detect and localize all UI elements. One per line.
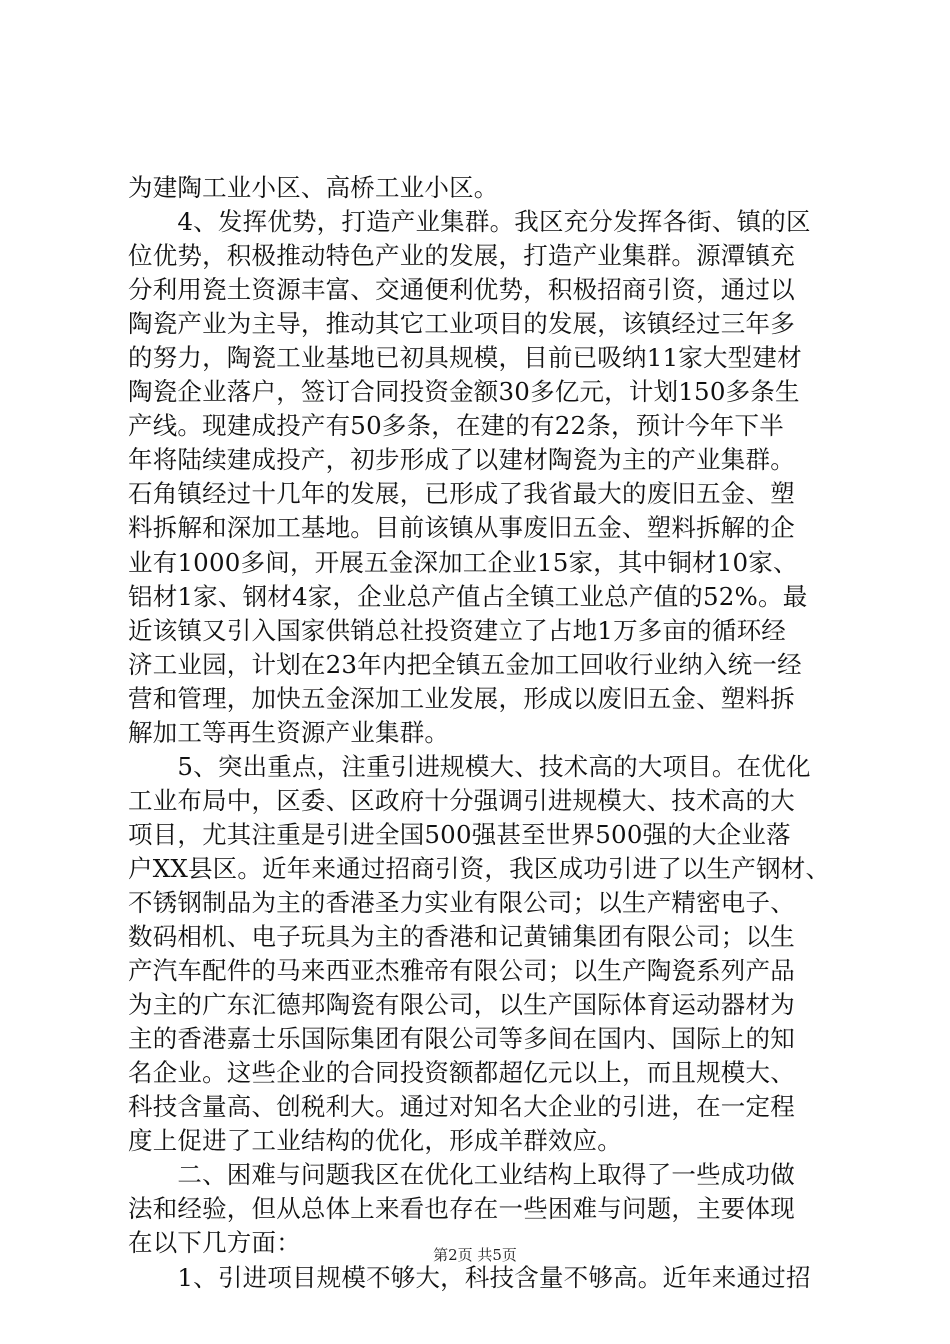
text-line: 为建陶工业小区、高桥工业小区。 (128, 173, 499, 202)
text-line: 名企业。这些企业的合同投资额都超亿元以上，而且规模大、 (128, 1058, 795, 1088)
text-line: 4、发挥优势，打造产业集群。我区充分发挥各街、镇的区 (128, 207, 811, 237)
text-line: 近该镇又引入国家供销总社投资建立了占地1万多亩的循环经 (128, 615, 786, 645)
text-line: 的努力，陶瓷工业基地已初具规模，目前已吸纳11家大型建材 (128, 343, 802, 373)
text-line: 二、困难与问题我区在优化工业结构上取得了一些成功做 (128, 1160, 795, 1190)
text-line: 户XX县区。近年来通过招商引资，我区成功引进了以生产钢材、 (128, 853, 831, 883)
text-line: 工业布局中，区委、区政府十分强调引进规模大、技术高的大 (128, 785, 795, 815)
text-line: 料拆解和深加工基地。目前该镇从事废旧五金、塑料拆解的企 (128, 513, 795, 543)
text-line: 不锈钢制品为主的香港圣力实业有限公司；以生产精密电子、 (128, 887, 795, 917)
text-line: 铝材1家、钢材4家，企业总产值占全镇工业总产值的52%。最 (128, 581, 808, 611)
text-line: 业有1000多间，开展五金深加工企业15家，其中铜材10家、 (128, 547, 798, 577)
text-line: 产汽车配件的马来西亚杰雅帝有限公司；以生产陶瓷系列产品 (128, 956, 795, 986)
text-line: 1、引进项目规模不够大，科技含量不够高。近年来通过招 (128, 1262, 811, 1292)
text-line: 年将陆续建成投产，初步形成了以建材陶瓷为主的产业集群。 (128, 445, 795, 475)
text-line: 在以下几方面： (128, 1228, 301, 1258)
text-line: 解加工等再生资源产业集群。 (128, 717, 450, 747)
text-line: 5、突出重点，注重引进规模大、技术高的大项目。在优化 (128, 751, 811, 781)
text-line: 数码相机、电子玩具为主的香港和记黄铺集团有限公司；以生 (128, 922, 795, 952)
body-text (128, 171, 848, 1295)
text-line: 法和经验，但从总体上来看也存在一些困难与问题，主要体现 (128, 1194, 795, 1224)
text-line: 度上促进了工业结构的优化，形成羊群效应。 (128, 1126, 622, 1156)
text-line: 为主的广东汇德邦陶瓷有限公司，以生产国际体育运动器材为 (128, 990, 795, 1020)
text-line: 项目，尤其注重是引进全国500强甚至世界500强的大企业落 (128, 819, 791, 849)
text-line: 陶瓷产业为主导，推动其它工业项目的发展，该镇经过三年多 (128, 309, 795, 339)
text-line: 陶瓷企业落户，签订合同投资金额30多亿元，计划150多条生 (128, 377, 800, 407)
text-line: 济工业园，计划在23年内把全镇五金加工回收行业纳入统一经 (128, 649, 802, 679)
text-line: 营和管理，加快五金深加工业发展，形成以废旧五金、塑料拆 (128, 683, 795, 713)
text-line: 科技含量高、创税利大。通过对知名大企业的引进，在一定程 (128, 1092, 795, 1122)
text-line: 主的香港嘉士乐国际集团有限公司等多间在国内、国际上的知 (128, 1024, 795, 1054)
text-line: 位优势，积极推动特色产业的发展，打造产业集群。源潭镇充 (128, 241, 795, 271)
text-line: 产线。现建成投产有50多条，在建的有22条，预计今年下半 (128, 411, 784, 441)
page-number-label: 第2页 共5页 (433, 1246, 517, 1264)
text-line: 分利用瓷土资源丰富、交通便利优势，积极招商引资，通过以 (128, 275, 795, 305)
text-line: 石角镇经过十几年的发展，已形成了我省最大的废旧五金、塑 (128, 479, 795, 509)
page-footer (0, 1245, 950, 1265)
